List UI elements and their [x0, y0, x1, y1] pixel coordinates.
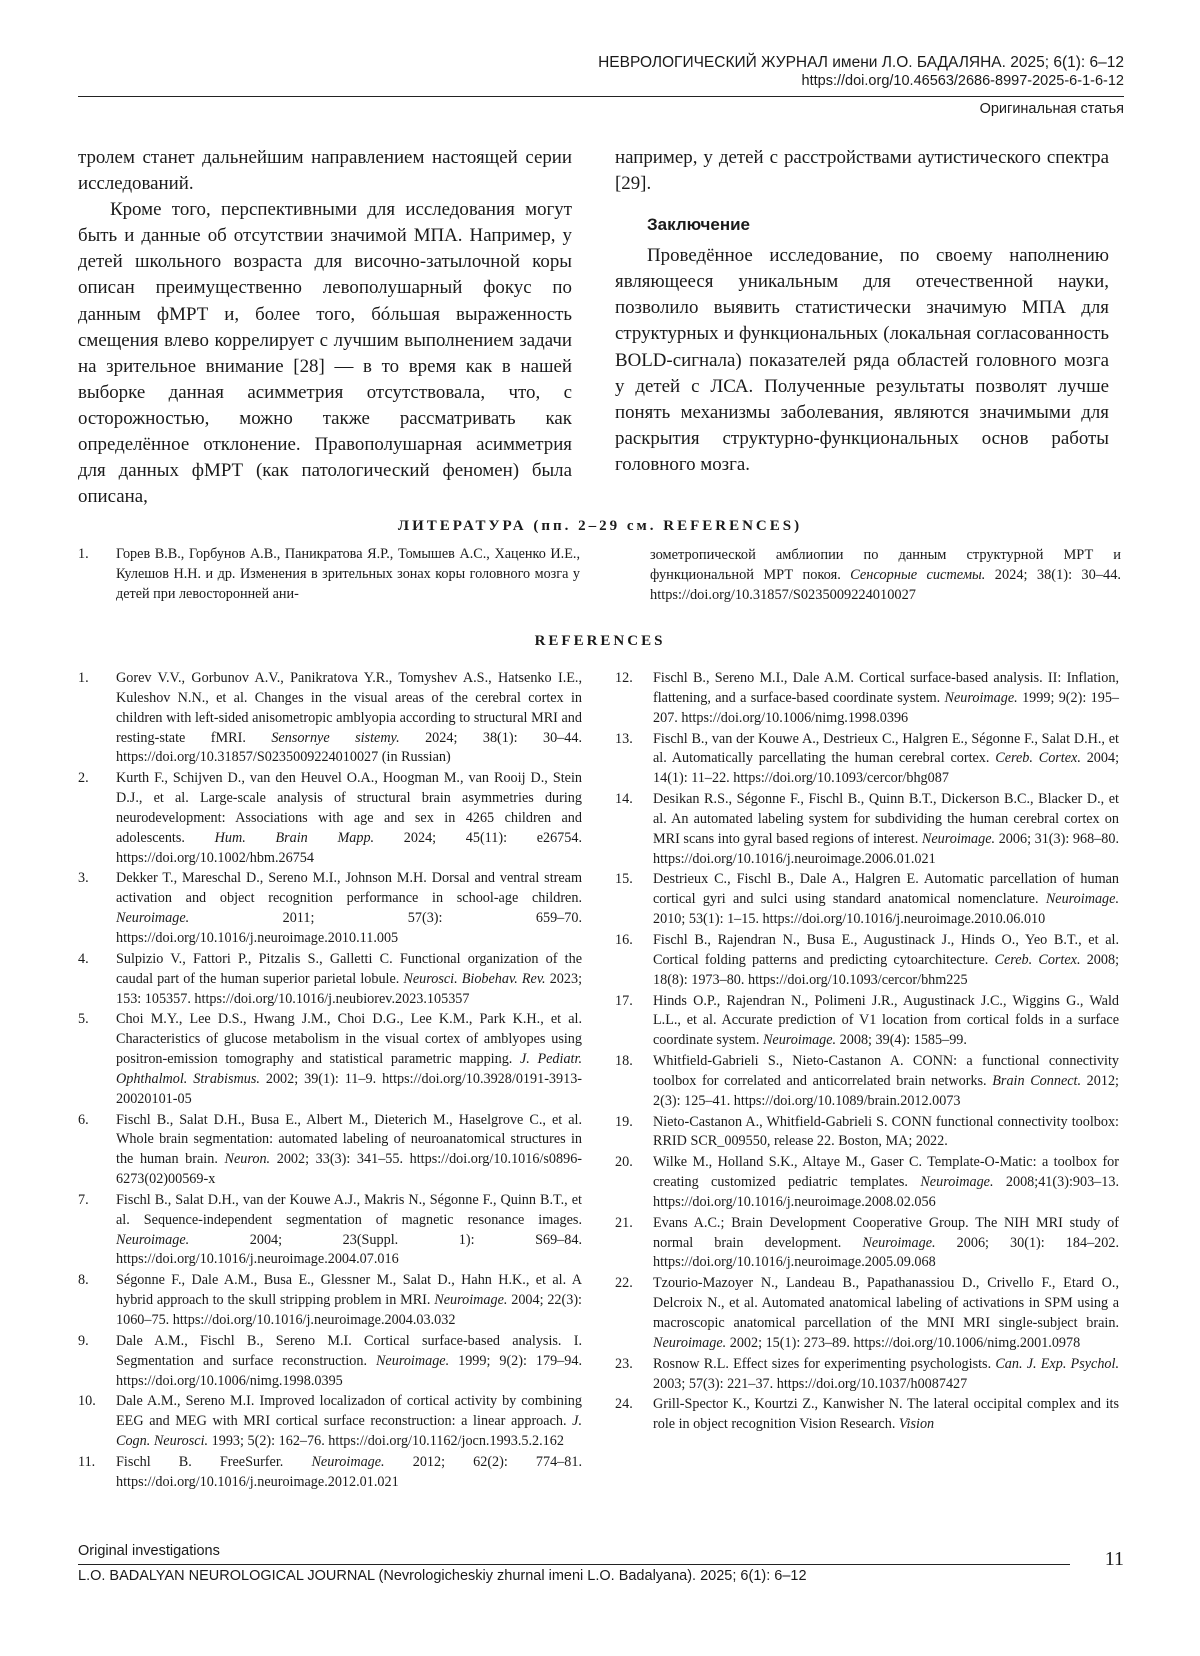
footer-journal: L.O. BADALYAN NEUROLOGICAL JOURNAL (Nevrologicheskiy zhurnal imeni L.O. Badalyana). 2025; 6(1): 6–12 — [78, 1568, 807, 1584]
ref-text: Choi M.Y., Lee D.S., Hwang J.M., Choi D.G., Lee K.M., Park K.H., et al. Characteristics of glucose metabolism in the visual cortex of amblyopes using positron-emission tomography and statistical parametric mapping. — [116, 1011, 582, 1068]
ref-text-block — [116, 1191, 582, 1270]
ref-text: Fischl B., Salat D.H., Busa E., Albert M., Dieterich M., Haselgrove C., et al. Whole brain segmentation: automated labeling of neuroanatomical structures in the human brain. — [116, 1111, 582, 1168]
body-column-right — [615, 145, 1109, 478]
ref-journal: Sensornye sistemy. — [271, 729, 400, 746]
ref-text: Kurth F., Schijven D., van den Heuvel O.A., Hoogman M., van Rooij D., Stein D.J., et al. Large-scale analysis of structural brain asymmetries during neurodevelopment: Associations with age and sex in 4265 children and adolescents. — [116, 770, 582, 846]
reference-item — [615, 1153, 1119, 1213]
ref-text: Dekker T., Mareschal D., Sereno M.I., Johnson M.H. Dorsal and ventral stream activation and object recognition performance in school-age children. — [116, 870, 582, 907]
header-doi: https://doi.org/10.46563/2686-8997-2025-6-1-6-12 — [801, 73, 1124, 89]
ref-text: Dale A.M., Sereno M.I. Improved localizadon of cortical activity by combining EEG and MEG with MRI cortical surface reconstruction: a linear approach. — [116, 1393, 582, 1430]
ref-journal: Neuroimage. — [116, 910, 190, 927]
reference-item — [615, 931, 1119, 991]
ref-text: Tzourio-Mazoyer N., Landeau B., Papathanassiou D., Crivello F., Etard O., Delcroix N., et al. Automated anatomical labeling of activations in SPM using a macroscopic anatomical parcellation of the MNI MRI single-subject brain. — [653, 1275, 1119, 1331]
ref-tail: 2008; 39(4): 1585–99. — [839, 1032, 967, 1049]
ref-tail: 2004; 14(1): 11–22. https://doi.org/10.1093/cercor/bhg087 — [653, 750, 1120, 787]
reference-item — [615, 730, 1119, 790]
ref-journal: J. Pediatr. Ophthalmol. Strabismus. — [116, 1051, 582, 1087]
ref-number: 22. — [615, 1275, 633, 1292]
ref-number: 1. — [78, 670, 89, 686]
body-column-left — [78, 145, 572, 510]
ref-number: 16. — [615, 931, 633, 948]
ref-text: Fischl B., Salat D.H., van der Kouwe A.J., Makris N., Ségonne F., Quinn B.T., et al. Sequence-independent segmentation of magnetic resonance images. — [116, 1191, 582, 1228]
ref-tail: 1999; 9(2): 179–94. https://doi.org/10.1006/nimg.1998.0395 — [116, 1352, 582, 1389]
ref-text-block — [653, 669, 1119, 729]
ref-journal: Cereb. Cortex. — [994, 951, 1081, 968]
ref-text-block — [116, 1111, 582, 1190]
ref-tail: 2004; 23(Suppl. 1): S69–84. https://doi.org/10.1016/j.neuroimage.2004.07.016 — [116, 1231, 583, 1268]
ref-number: 8. — [78, 1272, 89, 1289]
ref-text-block — [116, 1332, 582, 1392]
ref-text-block — [116, 869, 582, 948]
ref-text: Wilke M., Holland S.K., Altaye M., Gaser C. Template-O-Matic: a toolbox for creating customized pediatric templates. — [653, 1154, 1119, 1191]
ref-text: Whitfield-Gabrieli S., Nieto-Castanon A. CONN: a functional connectivity toolbox for correlated and anticorrelated brain networks. — [653, 1053, 1119, 1089]
ref-text-block — [653, 1395, 1119, 1435]
ref-text: Fischl B., Sereno M.I., Dale A.M. Cortical surface-based analysis. II: Inflation, flattening, and a surface-based coordinate system. — [653, 670, 1119, 706]
ref-tail: 2003; 57(3): 221–37. https://doi.org/10.1037/h0087427 — [653, 1375, 968, 1392]
ref-text: Горев В.В., Горбунов А.В., Паникратова Я.Р., Томышев А.С., Хаценко И.Е., Кулешов Н.Н. и др. Изменения в зрительных зонах коры головного мозга у детей при левосторонней ани- — [116, 546, 580, 602]
ref-text: Fischl B. FreeSurfer. — [116, 1453, 284, 1470]
ref-text: Ségonne F., Dale A.M., Busa E., Glessner M., Salat D., Hahn H.K., et al. A hybrid approach to the skull stripping problem in MRI. — [116, 1272, 582, 1309]
ref-text-block — [653, 931, 1119, 991]
reference-item — [615, 1395, 1119, 1435]
ref-journal: Neuroimage. — [116, 1231, 190, 1248]
ref-text-block — [653, 1274, 1119, 1353]
ref-number: 1. — [78, 546, 89, 562]
ref-text-block — [116, 1392, 582, 1452]
ref-tail: 2006; 31(3): 968–80. https://doi.org/10.1016/j.neuroimage.2006.01.021 — [653, 830, 1120, 867]
reference-item — [78, 1392, 582, 1452]
ref-text: Sulpizio V., Fattori P., Pitzalis S., Galletti C. Functional organization of the caudal part of the human superior parietal lobule. — [116, 950, 582, 987]
ref-text-block — [653, 1052, 1119, 1112]
ref-number: 24. — [615, 1396, 633, 1413]
ref-tail: 1993; 5(2): 162–76. https://doi.org/10.1162/jocn.1993.5.2.162 — [211, 1433, 564, 1450]
ref-journal: Neurosci. Biobehav. Rev. — [403, 970, 546, 987]
ref-text: Dale A.M., Fischl B., Sereno M.I. Cortical surface-based analysis. I. Segmentation and surface reconstruction. — [116, 1332, 582, 1369]
ref-text: Hinds O.P., Rajendran N., Polimeni J.R., Augustinack J.C., Wiggins G., Wald L.L., et al. Accurate prediction of V1 location from cortical folds in a surface coordinate system. — [653, 992, 1119, 1049]
ref-text: Rosnow R.L. Effect sizes for experimenting psychologists. — [653, 1355, 992, 1372]
ref-text: Desikan R.S., Ségonne F., Fischl B., Quinn B.T., Dickerson B.C., Blacker D., et al. An automated labeling system for subdividing the human cerebral cortex on MRI scans into gyral based regions of interest. — [653, 791, 1119, 847]
ref-number: 11. — [78, 1453, 96, 1470]
ref-number: 6. — [78, 1111, 89, 1128]
ref-text-block — [653, 1153, 1119, 1213]
ref-text-block — [653, 870, 1119, 930]
ref-text: Gorev V.V., Gorbunov A.V., Panikratova Y.R., Tomyshev A.S., Hatsenko I.E., Kuleshov N.N., et al. Changes in the visual areas of the cerebral cortex in children with left-sided anisometropic amblyopia according to structural MRI and resting-state fMRI. — [116, 670, 582, 746]
ref-number: 2. — [78, 770, 89, 787]
ref-journal: Neuroimage. — [311, 1453, 385, 1470]
ref-tail: 2008;41(3):903–13. https://doi.org/10.1016/j.neuroimage.2008.02.056 — [653, 1174, 1119, 1210]
ref-number: 15. — [615, 871, 633, 888]
ref-text-block — [116, 769, 582, 868]
ref-journal: Vision — [898, 1416, 935, 1433]
ref-journal: Hum. Brain Mapp. — [214, 829, 375, 846]
header-rule — [78, 96, 1124, 97]
running-header-journal: НЕВРОЛОГИЧЕСКИЙ ЖУРНАЛ имени Л.О. БАДАЛЯНА. 2025; 6(1): 6–12 — [598, 54, 1124, 71]
reference-item — [615, 1355, 1119, 1395]
body-paragraph: Кроме того, перспективными для исследования могут быть и данные об отсутствии значимой МПА. Например, у детей школьного возраста для височно-затылочной коры описан преимущественно левополушарный фокус по данным фМРТ и, более того, бóльшая выраженность смещения влево коррелирует с лучшим выполнением задачи на зрительное внимание [28] — в то время как в нашей выборке данная асимметрия отсутствовала, что, с осторожностью, можно также рассматривать как определённое отклонение. Правополушарная асимметрия для данных фМРТ (как патологический феномен) была описана, — [78, 199, 572, 508]
references-column-right — [615, 669, 1119, 1436]
ref-text: Fischl B., van der Kouwe A., Destrieux C., Halgren E., Ségonne F., Salat D.H., et al. Automatically parcellating the human cerebral cortex. — [653, 730, 1119, 767]
ref-number: 18. — [615, 1053, 633, 1070]
ref-tail: 2024; 38(1): 30–44. https://doi.org/10.31857/S0235009224010027 (in Russian) — [116, 729, 582, 766]
ref-text-block — [653, 790, 1119, 869]
ref-text: зометропической амблиопии по данным структурной МРТ и функциональной МРТ покоя. — [650, 547, 1121, 583]
ref-text: Fischl B., Rajendran N., Busa E., Augustinack J., Hinds O., Yeo B.T., et al. Cortical folding patterns and predicting cytoarchitecture. — [653, 931, 1119, 968]
conclusion-paragraph: Проведённое исследование, по своему наполнению являющееся уникальным для отечественной науки, позволило выявить статистически значимую МПА для структурных и функциональных (локальная согласованность BOLD-сигнала) показателей ряда областей головного мозга у детей с ЛСА. Полученные результаты позволят лучше понять механизмы заболевания, являются значимыми для раскрытия структурно-функциональных основ работы головного мозга. — [615, 245, 1109, 475]
ref-number: 17. — [615, 992, 633, 1009]
reference-item — [615, 669, 1119, 729]
ref-number: 13. — [615, 730, 633, 747]
ref-tail: 2008; 18(8): 1973–80. https://doi.org/10.1093/cercor/bhm225 — [653, 951, 1120, 988]
ref-number: 10. — [78, 1393, 96, 1410]
references-column-left — [78, 669, 582, 1494]
ref-tail: 2023; 153: 105357. https://doi.org/10.1016/j.neubiorev.2023.105357 — [116, 970, 583, 1007]
footer-rule — [78, 1564, 1070, 1565]
ref-text-block — [653, 992, 1119, 1052]
ref-journal: Can. J. Exp. Psychol. — [995, 1355, 1120, 1372]
ref-journal: Brain Connect. — [992, 1072, 1082, 1089]
ref-tail: 2002; 15(1): 273–89. https://doi.org/10.1006/nimg.2001.0978 — [729, 1334, 1081, 1351]
ref-text: Destrieux C., Fischl B., Dale A., Halgren E. Automatic parcellation of human cortical gyri and sulci using standard anatomical nomenclature. — [653, 871, 1119, 908]
ref-tail: 2024; 38(1): 30–44. https://doi.org/10.31857/S0235009224010027 — [650, 567, 1121, 603]
reference-item — [615, 1113, 1119, 1153]
reference-item — [78, 1332, 582, 1392]
reference-item — [615, 870, 1119, 930]
ref-text-block — [653, 1355, 1119, 1395]
literature-title: ЛИТЕРАТУРА (пп. 2–29 см. REFERENCES) — [397, 518, 803, 534]
ref-text-block — [116, 950, 582, 1010]
ref-number: 19. — [615, 1113, 633, 1130]
ref-tail: 1999; 9(2): 195–207. https://doi.org/10.1006/nimg.1998.0396 — [653, 689, 1120, 726]
ref-text-block — [116, 669, 582, 768]
reference-item — [78, 669, 582, 768]
ref-journal: Neuron. — [224, 1151, 271, 1168]
ref-tail: 2024; 45(11): e26754. https://doi.org/10.1002/hbm.26754 — [116, 829, 583, 866]
ref-journal: Neuroimage. — [434, 1292, 508, 1309]
ref-tail: 2012; 2(3): 125–41. https://doi.org/10.1089/brain.2012.0073 — [653, 1072, 1119, 1109]
ref-tail: 2002; 39(1): 11–9. https://doi.org/10.3928/0191-3913-20020101-05 — [116, 1070, 583, 1107]
ref-number: 3. — [78, 870, 89, 887]
body-paragraph: например, у детей с расстройствами аутистического спектра [29]. — [615, 147, 1109, 195]
ref-text-block — [116, 1453, 582, 1493]
reference-item — [615, 1214, 1119, 1274]
reference-item — [615, 1274, 1119, 1353]
reference-item — [78, 769, 582, 868]
ref-journal: Neuroimage. — [920, 1174, 994, 1191]
ref-number: 12. — [615, 670, 633, 686]
reference-item — [615, 1052, 1119, 1112]
ref-number: 23. — [615, 1355, 633, 1372]
reference-item — [615, 992, 1119, 1052]
reference-item — [78, 869, 582, 948]
ref-number: 20. — [615, 1154, 633, 1171]
reference-item — [615, 790, 1119, 869]
body-paragraph: тролем станет дальнейшим направлением настоящей серии исследований. — [78, 147, 572, 195]
references-title: REFERENCES — [534, 633, 666, 649]
ref-journal: Neuroimage. — [762, 1032, 837, 1049]
ref-text: Grill-Spector K., Kourtzi Z., Kanwisher N. The lateral occipital complex and its role in object recognition Vision Research. — [653, 1396, 1119, 1433]
reference-item — [78, 1271, 582, 1331]
ref-text-block — [653, 1113, 1119, 1153]
ref-text-block — [653, 730, 1119, 790]
ref-journal: Neuroimage. — [1045, 891, 1119, 908]
ref-text: Evans A.C.; Brain Development Cooperative Group. The NIH MRI study of normal brain development. — [653, 1214, 1119, 1251]
ref-tail: 2010; 53(1): 1–15. https://doi.org/10.1016/j.neuroimage.2010.06.010 — [653, 911, 1046, 928]
ref-journal: Neuroimage. — [944, 689, 1018, 706]
reference-item — [78, 950, 582, 1010]
reference-item — [78, 1010, 582, 1109]
ref-tail: 2011; 57(3): 659–70. https://doi.org/10.1016/j.neuroimage.2010.11.005 — [116, 910, 582, 946]
ref-text-block — [116, 1271, 582, 1331]
ref-tail: 2002; 33(3): 341–55. https://doi.org/10.1016/s0896-6273(02)00569-x — [116, 1151, 583, 1188]
ref-text: Nieto-Castanon A., Whitfield-Gabrieli S. CONN functional connectivity toolbox: RRID SCR_009550, release 22. Boston, MA; 2022. — [653, 1113, 1119, 1150]
ref-number: 14. — [615, 791, 633, 808]
ref-journal: Neuroimage. — [921, 830, 996, 847]
ref-number: 5. — [78, 1011, 89, 1028]
ref-tail: 2012; 62(2): 774–81. https://doi.org/10.1016/j.neuroimage.2012.01.021 — [116, 1453, 583, 1490]
article-type: Оригинальная статья — [979, 101, 1124, 117]
conclusion-heading: Заключение — [647, 215, 750, 235]
ref-number: 9. — [78, 1332, 89, 1349]
ref-journal: Neuroimage. — [653, 1334, 727, 1351]
ref-tail: 2006; 30(1): 184–202. https://doi.org/10.1016/j.neuroimage.2005.09.068 — [653, 1234, 1119, 1271]
ref-number: 7. — [78, 1191, 89, 1208]
ref-journal: J. Cogn. Neurosci. — [116, 1413, 582, 1450]
footer-article-type: Original investigations — [78, 1543, 220, 1559]
ref-journal: Сенсорные системы. — [850, 567, 986, 583]
ref-journal: Neuroimage. — [375, 1352, 450, 1369]
reference-item — [78, 1111, 582, 1190]
ref-tail: 2004; 22(3): 1060–75. https://doi.org/10.1016/j.neuroimage.2004.03.032 — [116, 1292, 583, 1328]
literature-item-1 — [78, 545, 580, 606]
ref-journal: Cereb. Cortex. — [995, 750, 1081, 767]
reference-item — [78, 1453, 582, 1493]
ref-journal: Neuroimage. — [862, 1234, 936, 1251]
ref-number: 21. — [615, 1214, 633, 1231]
ref-number: 4. — [78, 950, 89, 967]
ref-text-block — [653, 1214, 1119, 1274]
page-number: 11 — [1104, 1548, 1124, 1570]
reference-item — [78, 1191, 582, 1270]
literature-item-1-continued — [650, 545, 1121, 605]
ref-text-block — [116, 1010, 582, 1109]
